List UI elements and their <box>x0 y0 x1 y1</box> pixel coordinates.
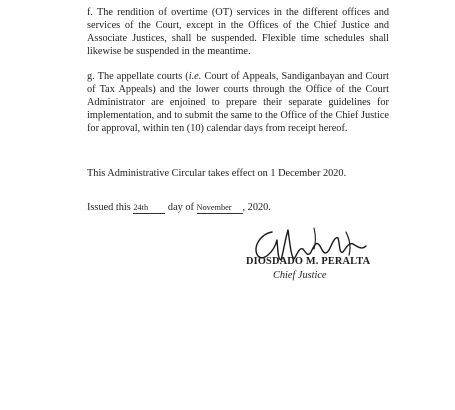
list-item-text-rest: Court of Appeals, Sandiganbayan and Court of Tax Appeals) and the lower courts through the Office of the Court Administrator are enjoined to prepare their separate guidelines for implementation, and to submit the same to the Office of the Chief Justice for approval, within ten (10) calendar days from receipt hereof. <box>87 71 389 134</box>
list-item-g <box>87 70 389 135</box>
list-item-text-start: The appellate courts ( <box>97 71 189 82</box>
list-item-f <box>87 6 389 58</box>
issued-middle: day of <box>167 202 194 213</box>
issued-day-field: 24th <box>133 203 165 214</box>
list-marker: g. <box>87 71 95 82</box>
issued-month-field: November <box>197 203 243 214</box>
signatory-title: Chief Justice <box>273 270 327 281</box>
issued-suffix: , 2020. <box>242 202 271 213</box>
list-item-text: The rendition of overtime (OT) services in the different offices and services of the Court, except in the Offices of the Chief Justice and Associate Justices, shall be suspended. Flexible time schedules shall likewise be suspended in the meantime. <box>87 7 389 57</box>
issued-prefix: Issued this <box>87 202 131 213</box>
list-marker: f. <box>87 7 94 18</box>
effectivity-clause: This Administrative Circular takes effect on 1 December 2020. <box>87 168 347 179</box>
signatory-name: DIOSDADO M. PERALTA <box>246 256 371 267</box>
issuance-line <box>87 201 407 214</box>
list-item-text-italic: i.e. <box>188 71 202 82</box>
